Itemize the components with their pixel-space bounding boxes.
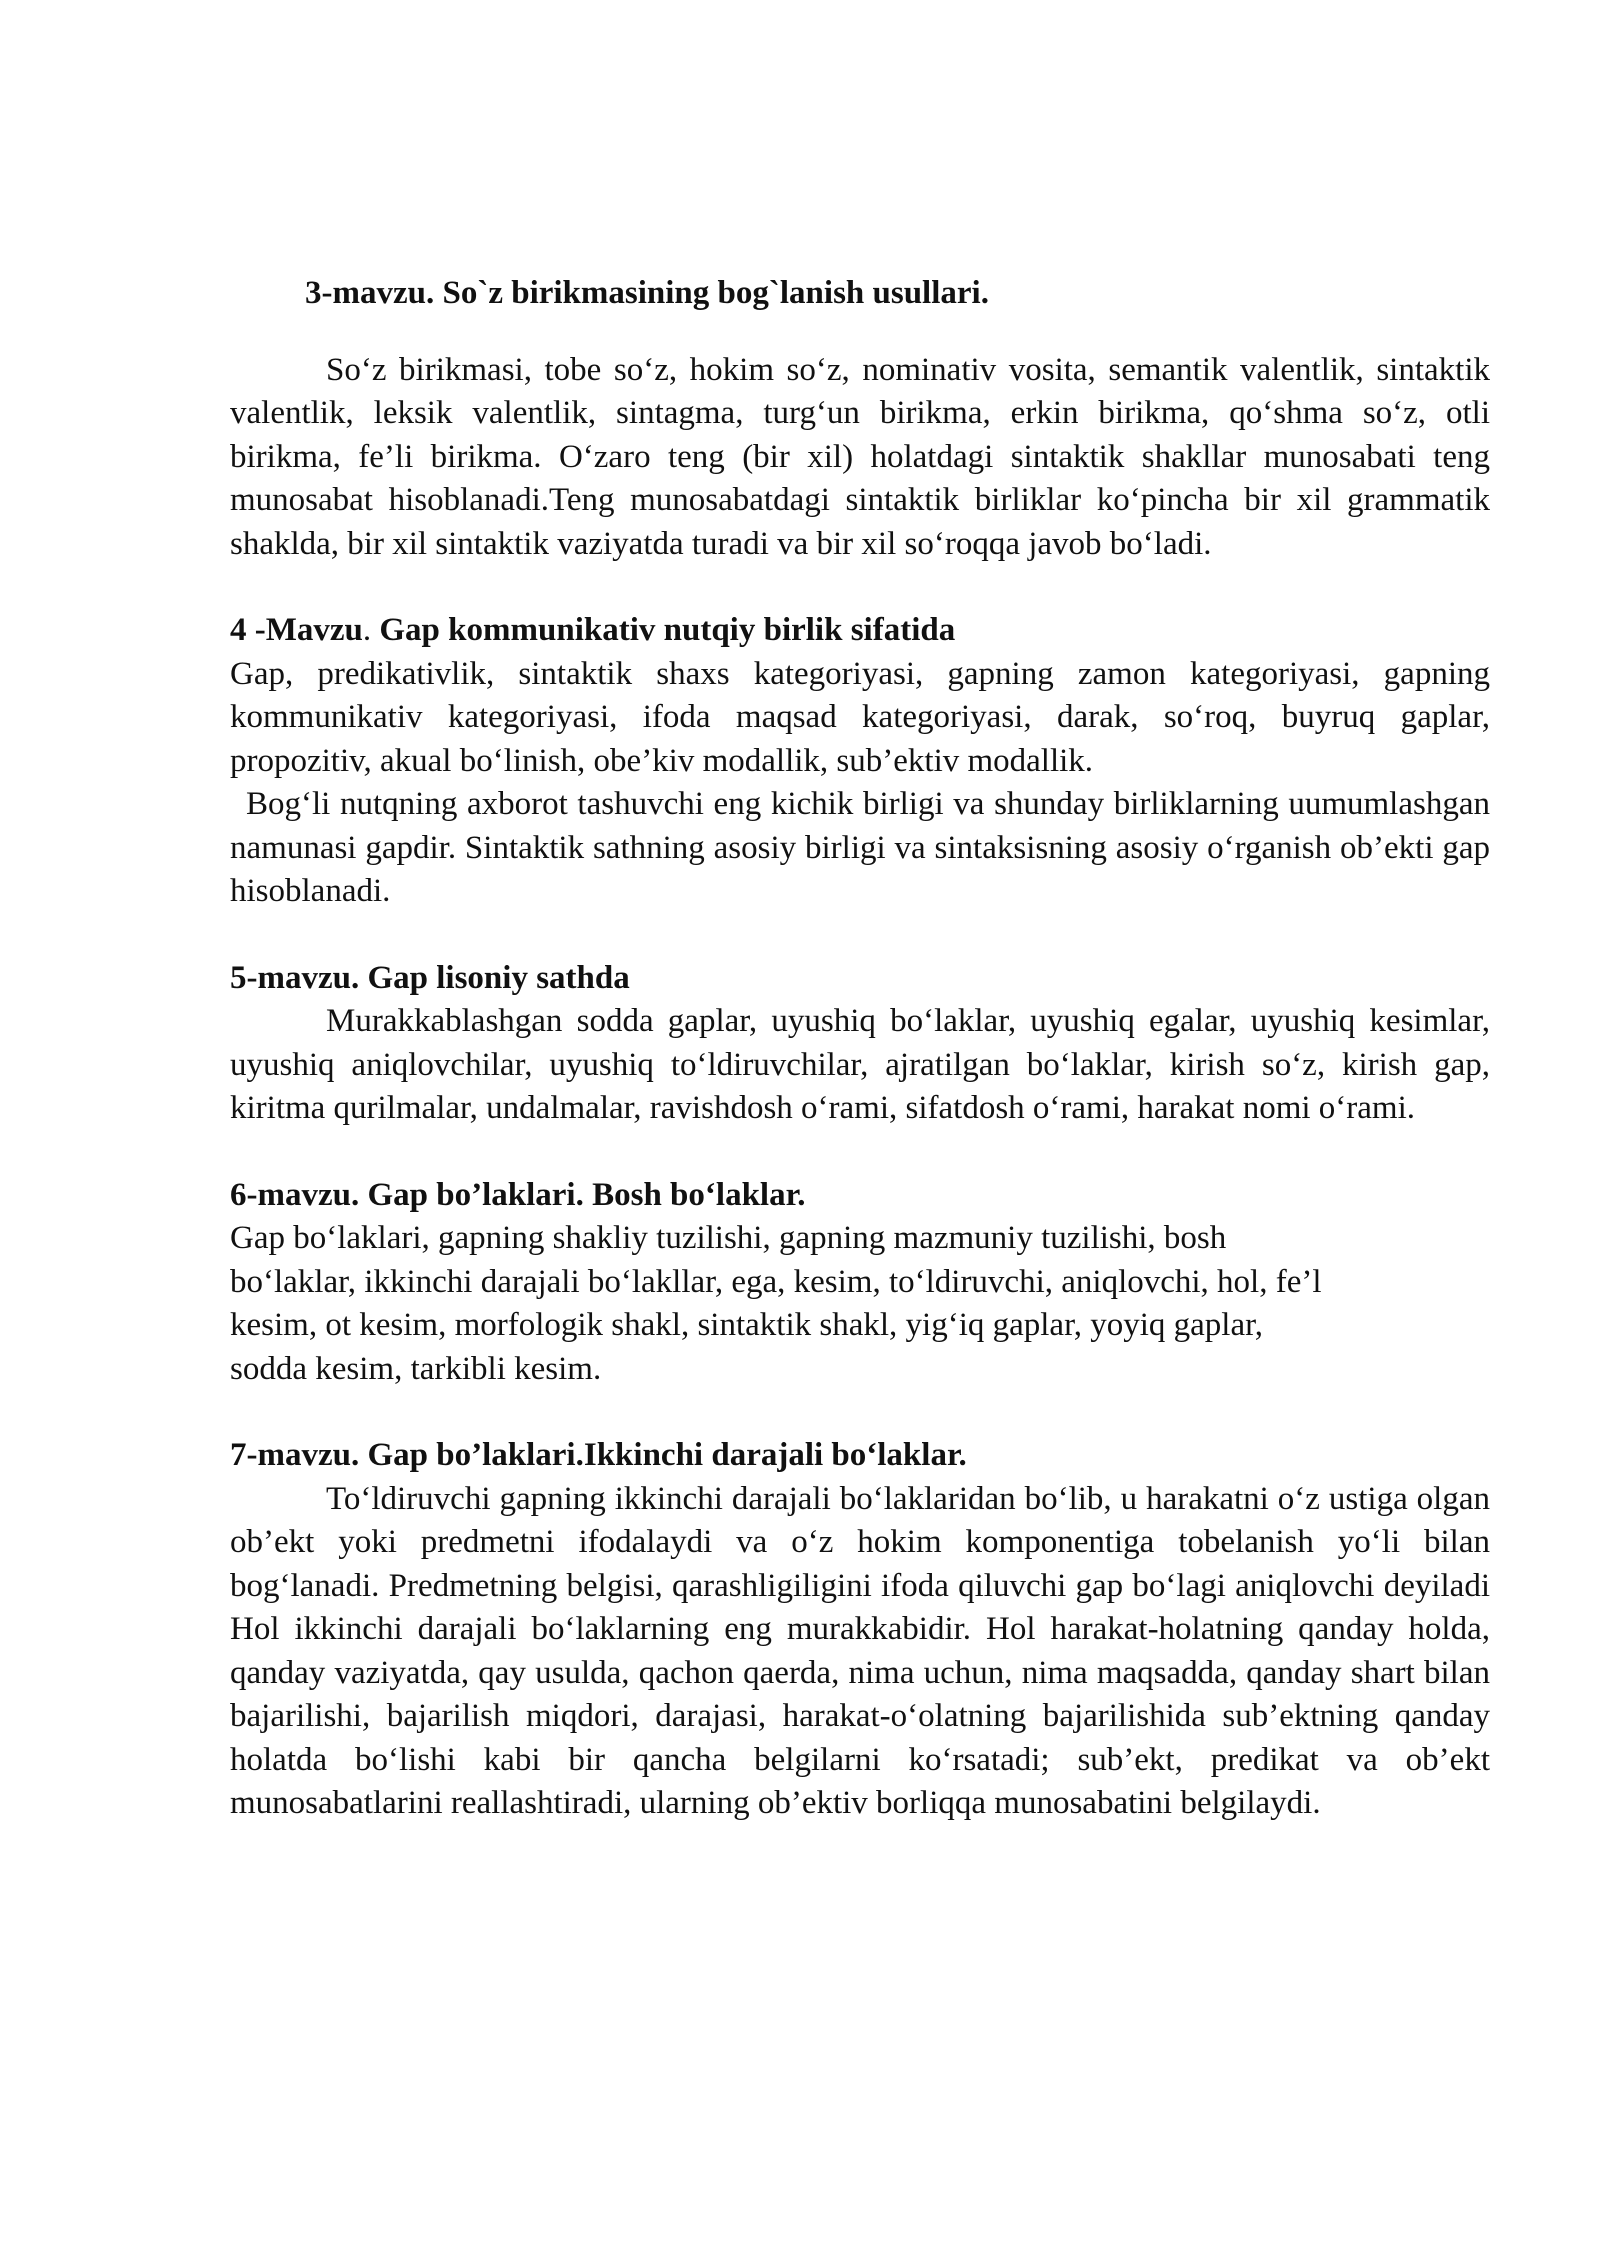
section-5-paragraph: Murakkablashgan sodda gaplar, uyushiq bo‘laklar, uyushiq egalar, uyushiq kesimlar, uyushiq aniqlovchilar, uyushiq to‘ldiruvchilar, ajratilgan bo‘laklar, kirish so‘z, kirish gap, kiritma qurilmalar, undalmalar, ravishdosh o‘rami, sifatdosh o‘rami, harakat nomi o‘rami. — [230, 1003, 1490, 1126]
section-6-line-2: bo‘laklar, ikkinchi darajali bo‘lakllar, ega, kesim, to‘ldiruvchi, aniqlovchi, hol, fe’l — [230, 1263, 1322, 1300]
section-4-heading-title: Gap kommunikativ nutqiy birlik sifatida — [371, 612, 956, 648]
document-body — [230, 272, 1490, 1826]
section-6-line-3: kesim, ot kesim, morfologik shakl, sintaktik shakl, yig‘iq gaplar, yoyiq gaplar, — [230, 1307, 1264, 1343]
section-6-heading: 6-mavzu. Gap bo’laklari. Bosh bo‘laklar. — [230, 1176, 806, 1213]
section-3-paragraph: So‘z birikmasi, tobe so‘z, hokim so‘z, nominativ vosita, semantik valentlik, sintaktik valentlik, leksik valentlik, sintagma, turg‘un birikma, erkin birikma, qo‘shma so‘z, otli birikma, fe’li birikma. O‘zaro teng (bir xil) holatdagi sintaktik shakllar munosabati teng munosabat hisoblanadi.Teng munosabatdagi sintaktik birliklar ko‘pincha bir xil grammatik shaklda, bir xil sintaktik vaziyatda turadi va bir xil so‘roqqa javob bo‘ladi. — [230, 351, 1490, 562]
section-6-line-1: Gap bo‘laklari, gapning shakliy tuzilishi, gapning mazmuniy tuzilishi, bosh — [230, 1220, 1227, 1256]
section-4-heading — [230, 609, 1490, 653]
section-3-heading: 3-mavzu. So`z birikmasining bog`lanish usullari. — [305, 275, 989, 311]
section-4-paragraph-1: Gap, predikativlik, sintaktik shaxs kategoriyasi, gapning zamon kategoriyasi, gapning kommunikativ kategoriyasi, ifoda maqsad kategoriyasi, darak, so‘roq, buyruq gaplar, propozitiv, akual bo‘linish, obe’kiv modallik, sub’ektiv modallik. — [230, 655, 1490, 779]
section-4-heading-dot: . — [362, 612, 372, 648]
section-7-paragraph: To‘ldiruvchi gapning ikkinchi darajali bo‘laklaridan bo‘lib, u harakatni o‘z ustiga olgan ob’ekt yoki predmetni ifodalaydi va o‘z hokim komponentiga tobelanish yo‘li bilan bog‘lanadi. Predmetning belgisi, qarashligiligini ifoda qiluvchi gap bo‘lagi aniqlovchi deyiladi Hol ikkinchi darajali bo‘laklarning eng murakkabidir. Hol harakat-holatning qanday holda, qanday vaziyatda, qay usulda, qachon qaerda, nima uchun, nima maqsadda, qanday shart bilan bajarilishi, bajarilish miqdori, darajasi, harakat-o‘olatning bajarilishida sub’ektning qanday holatda bo‘lishi kabi bir qancha belgilarni ko‘rsatadi; sub’ekt, predikat va ob’ekt munosabatlarini reallashtiradi, ularning ob’ektiv borliqqa munosabatini belgilaydi. — [230, 1480, 1490, 1821]
section-5-heading: 5-mavzu. Gap lisoniy sathda — [230, 959, 630, 996]
section-6-line-4: sodda kesim, tarkibli kesim. — [230, 1350, 602, 1387]
section-4-heading-number: 4 -Mavzu — [230, 612, 363, 648]
section-7-heading: 7-mavzu. Gap bo’laklari.Ikkinchi darajali bo‘laklar. — [230, 1437, 967, 1473]
section-4-paragraph-2: Bog‘li nutqning axborot tashuvchi eng kichik birligi va shunday birliklarning uumumlashgan namunasi gapdir. Sintaktik sathning asosiy birligi va sintaksisning asosiy o‘rganish ob’ekti gap hisoblanadi. — [230, 786, 1490, 909]
section-6-paragraph — [230, 1217, 1490, 1391]
